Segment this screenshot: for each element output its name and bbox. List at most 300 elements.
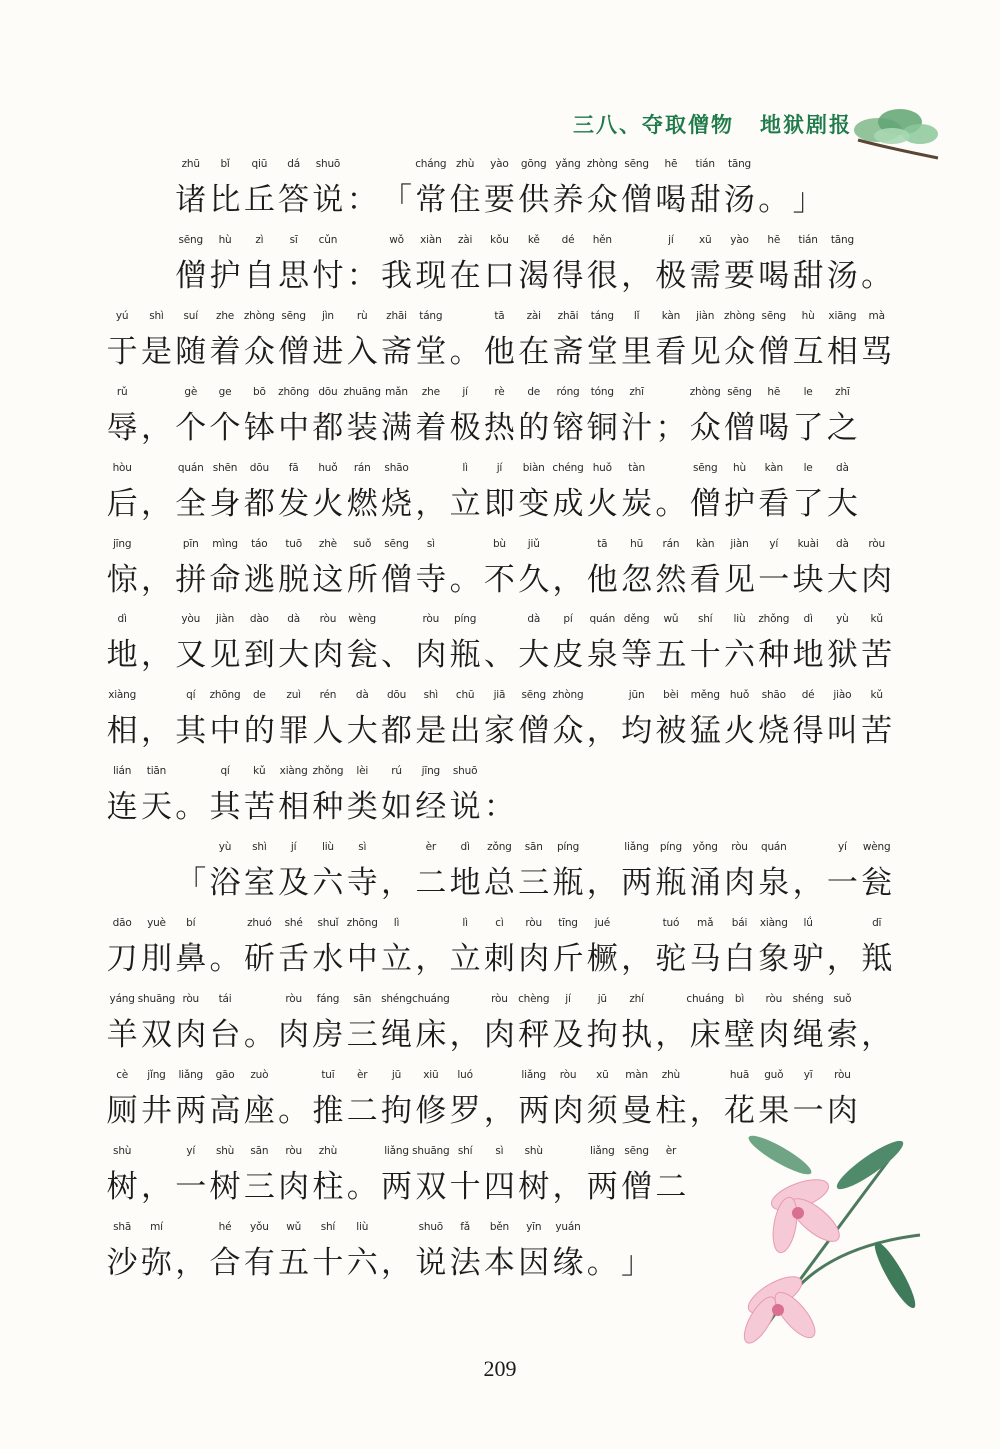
character-cell <box>551 461 585 522</box>
hanzi: 的 <box>518 409 550 446</box>
hanzi: 然 <box>655 561 687 598</box>
hanzi: 树 <box>518 1168 550 1205</box>
hanzi: 火 <box>723 713 755 750</box>
hanzi: 僧 <box>278 333 310 370</box>
hanzi: 一 <box>175 1168 207 1205</box>
hanzi: 地 <box>792 637 824 674</box>
hanzi: 喝 <box>758 257 790 294</box>
hanzi: 众 <box>552 713 584 750</box>
character-cell <box>517 461 551 522</box>
character-cell <box>414 1068 448 1129</box>
hanzi: 很 <box>586 257 618 294</box>
pinyin: bí <box>186 917 196 929</box>
character-cell <box>448 385 482 446</box>
character-cell <box>448 689 482 750</box>
pinyin: jīng <box>112 537 132 550</box>
hanzi: 辱 <box>106 409 138 446</box>
pinyin: jiàn <box>696 309 715 322</box>
pinyin: lǐ <box>633 309 640 322</box>
hanzi: 六 <box>723 637 755 674</box>
hanzi: 苦 <box>861 637 893 674</box>
pinyin: chuáng <box>686 992 725 1005</box>
character-cell <box>379 917 413 977</box>
pinyin: ròu <box>422 613 440 626</box>
pinyin: zhòng <box>724 309 755 322</box>
hanzi: 、 <box>381 637 413 674</box>
character-cell <box>551 158 585 218</box>
hanzi: 树 <box>209 1168 241 1205</box>
character-cell <box>105 1144 139 1205</box>
hanzi: 说 <box>312 182 344 218</box>
character-cell <box>311 765 345 826</box>
hanzi: 均 <box>621 713 653 750</box>
character-cell <box>654 158 688 218</box>
character-cell <box>517 613 551 674</box>
hanzi: 浴 <box>209 865 241 902</box>
character-cell <box>791 158 825 218</box>
text-line <box>105 233 964 294</box>
character-cell <box>139 765 173 826</box>
character-cell <box>345 613 379 674</box>
character-cell <box>482 385 516 446</box>
character-cell <box>379 992 413 1053</box>
hanzi: 象 <box>758 941 790 977</box>
character-cell <box>825 992 859 1053</box>
hanzi: 两 <box>381 1168 413 1205</box>
pinyin: dá <box>287 158 300 170</box>
pinyin: rù <box>356 309 368 322</box>
pinyin: jū <box>391 1068 402 1081</box>
pinyin: èr <box>357 1068 368 1081</box>
pinyin: yí <box>186 1144 196 1157</box>
character-cell <box>791 841 825 902</box>
hanzi: 住 <box>449 182 481 218</box>
pinyin: dōu <box>318 385 338 398</box>
character-cell <box>722 537 756 598</box>
hanzi: 」 <box>621 1244 653 1281</box>
character-cell <box>551 1220 585 1281</box>
character-cell <box>411 992 450 1053</box>
character-cell <box>517 1144 551 1205</box>
hanzi: 需 <box>689 257 721 294</box>
character-cell <box>654 462 688 522</box>
character-cell <box>551 233 585 294</box>
hanzi: ， <box>689 1092 721 1129</box>
hanzi: 肉 <box>861 561 893 598</box>
pinyin: bèi <box>663 689 679 702</box>
hanzi: ， <box>826 941 858 977</box>
pinyin: zhù <box>661 1068 681 1081</box>
character-cell <box>619 309 653 370</box>
hanzi: 大 <box>826 485 858 522</box>
character-cell <box>688 461 722 522</box>
pinyin: yǒng <box>692 841 718 854</box>
pinyin: ròu <box>868 537 885 550</box>
hanzi: 烧 <box>758 713 790 750</box>
character-cell <box>551 841 585 902</box>
pinyin: shuō <box>418 1220 444 1233</box>
pinyin: dà <box>355 689 369 702</box>
text-line <box>105 461 895 522</box>
pinyin: zhe <box>216 309 235 322</box>
character-cell <box>311 1068 345 1129</box>
hanzi: 逃 <box>243 561 275 598</box>
pinyin: rè <box>494 385 505 398</box>
hanzi: 斋 <box>381 333 413 370</box>
pinyin: hē <box>767 385 781 398</box>
character-cell <box>517 689 551 750</box>
pinyin: yú <box>115 309 129 322</box>
character-cell <box>448 765 482 826</box>
pinyin: shuāng <box>412 1144 450 1157</box>
hanzi: ， <box>552 561 584 598</box>
character-cell <box>619 689 653 750</box>
character-cell <box>276 309 310 370</box>
hanzi: 二 <box>655 1168 687 1205</box>
character-cell <box>242 917 276 977</box>
character-cell <box>791 537 825 598</box>
pinyin: zài <box>457 233 473 246</box>
pinyin: zhe <box>421 385 440 398</box>
hanzi: ； <box>655 409 687 446</box>
character-cell <box>379 1068 413 1129</box>
pinyin: hū <box>630 537 644 550</box>
character-cell <box>551 917 585 977</box>
hanzi: 一 <box>826 865 858 902</box>
pinyin: zhāi <box>557 309 579 322</box>
character-cell <box>482 537 516 598</box>
pinyin: jiào <box>833 689 852 702</box>
hanzi: 一 <box>758 561 790 598</box>
character-cell <box>448 613 482 674</box>
character-cell <box>139 613 173 674</box>
character-cell <box>688 689 722 750</box>
hanzi: 沙 <box>106 1244 138 1281</box>
pinyin: pí <box>563 613 573 626</box>
hanzi: 肉 <box>278 1016 310 1053</box>
hanzi: ， <box>655 1016 687 1053</box>
pinyin: biàn <box>522 461 545 474</box>
hanzi: 花 <box>723 1092 755 1129</box>
pinyin: ròu <box>319 613 337 626</box>
hanzi: 诸 <box>175 182 207 218</box>
character-cell <box>860 309 894 370</box>
character-cell <box>860 234 894 294</box>
hanzi: 台 <box>209 1016 241 1053</box>
character-cell <box>242 1220 276 1281</box>
pinyin: huǒ <box>318 461 338 474</box>
hanzi: 。 <box>209 941 241 977</box>
pinyin: hù <box>218 233 232 246</box>
hanzi: 双 <box>140 1016 172 1053</box>
pinyin: lì <box>462 461 468 474</box>
pinyin: dé <box>561 233 575 246</box>
character-cell <box>482 1220 516 1281</box>
character-cell <box>619 1221 653 1281</box>
hanzi: 大 <box>278 637 310 674</box>
hanzi: 僧 <box>175 257 207 294</box>
pinyin: hòu <box>112 461 132 474</box>
pinyin: jūn <box>628 689 645 702</box>
hanzi: 斋 <box>552 333 584 370</box>
hanzi: 白 <box>723 941 755 977</box>
character-cell <box>482 1069 516 1129</box>
hanzi: 众 <box>723 333 755 370</box>
pinyin: rǔ <box>116 385 128 398</box>
pinyin: sì <box>358 841 367 854</box>
character-cell <box>722 233 756 294</box>
pinyin: qí <box>220 765 230 778</box>
hanzi: 连 <box>106 789 138 826</box>
hanzi: 得 <box>792 713 824 750</box>
character-cell <box>139 917 173 977</box>
character-cell <box>414 841 448 902</box>
hanzi: ， <box>586 713 618 750</box>
hanzi: 猛 <box>689 713 721 750</box>
hanzi: 类 <box>346 789 378 826</box>
hanzi: 肉 <box>723 865 755 902</box>
pinyin: dì <box>460 841 470 854</box>
pinyin: jīng <box>421 765 440 778</box>
character-cell <box>311 1220 345 1281</box>
hanzi: 见 <box>209 637 241 674</box>
character-cell <box>311 992 345 1053</box>
hanzi: 喝 <box>758 409 790 446</box>
pinyin: quán <box>177 461 204 474</box>
character-cell <box>482 917 516 977</box>
pinyin: yí <box>838 841 847 854</box>
pinyin: yù <box>218 841 232 854</box>
pinyin: yí <box>769 537 779 550</box>
pinyin: děng <box>623 613 650 626</box>
pinyin: le <box>803 385 813 398</box>
character-cell <box>276 841 310 902</box>
character-cell <box>619 613 653 674</box>
hanzi: 出 <box>449 713 481 750</box>
character-cell <box>722 613 756 674</box>
text-line <box>105 1068 895 1129</box>
pinyin: ròu <box>765 992 783 1005</box>
character-cell <box>551 385 585 446</box>
character-cell <box>825 917 859 977</box>
hanzi: 在 <box>449 257 481 294</box>
pinyin: jí <box>565 992 571 1005</box>
pinyin: zuì <box>286 689 301 702</box>
character-cell <box>448 1220 482 1281</box>
pinyin: dà <box>287 613 300 626</box>
pinyin: zhǒng <box>312 765 344 778</box>
text-line <box>105 309 895 370</box>
pinyin: kàn <box>695 537 715 550</box>
hanzi: 了 <box>792 485 824 522</box>
character-cell <box>242 158 276 218</box>
character-cell <box>276 613 310 674</box>
pinyin: gāo <box>215 1068 235 1081</box>
character-cell <box>825 537 859 598</box>
character-cell <box>448 993 482 1053</box>
character-cell <box>208 1068 242 1129</box>
section-title: 地狱剧报 <box>760 113 852 137</box>
character-cell <box>139 1145 173 1205</box>
hanzi: 炭 <box>621 485 653 522</box>
pinyin: shù <box>215 1144 235 1157</box>
pinyin: dé <box>801 689 815 702</box>
hanzi: 三 <box>518 865 550 902</box>
pinyin: jué <box>594 917 611 929</box>
hanzi: 发 <box>278 485 310 522</box>
pinyin: dōu <box>386 689 407 702</box>
character-cell <box>757 689 791 750</box>
hanzi: 里 <box>621 333 653 370</box>
hanzi: 如 <box>381 789 413 826</box>
character-cell <box>517 309 551 370</box>
hanzi: 。 <box>758 182 790 218</box>
pinyin: liǎng <box>590 1144 615 1157</box>
hanzi: 僧 <box>621 182 653 218</box>
character-cell <box>517 841 551 902</box>
pinyin: zài <box>526 309 541 322</box>
pinyin: zhǒng <box>758 613 790 626</box>
pinyin: chéng <box>552 461 584 474</box>
hanzi: 见 <box>723 561 755 598</box>
character-cell <box>688 309 722 370</box>
pinyin: sēng <box>624 158 649 170</box>
hanzi: 僧 <box>518 713 550 750</box>
pinyin: sēng <box>727 385 752 398</box>
character-cell <box>722 385 756 446</box>
hanzi: 舌 <box>278 941 310 977</box>
hanzi: 得 <box>552 257 584 294</box>
character-cell <box>105 537 139 598</box>
character-cell <box>242 1068 276 1129</box>
text-line <box>105 613 895 674</box>
hanzi: 瓮 <box>346 637 378 674</box>
character-cell <box>619 1068 653 1129</box>
character-cell <box>345 1145 379 1205</box>
character-cell <box>379 613 413 674</box>
pinyin: kǔ <box>870 689 883 702</box>
hanzi: 。 <box>586 1244 618 1281</box>
hanzi: 执 <box>621 1016 653 1053</box>
hanzi: 大 <box>826 561 858 598</box>
hanzi: 肉 <box>483 1016 515 1053</box>
character-cell <box>139 689 173 750</box>
pinyin: tāng <box>727 158 752 170</box>
hanzi: 床 <box>415 1016 447 1053</box>
pinyin: gè <box>184 385 198 398</box>
hanzi: 变 <box>518 485 550 522</box>
character-cell <box>448 841 482 902</box>
hanzi: 说 <box>449 789 481 826</box>
character-cell <box>517 1068 551 1129</box>
hanzi: 自 <box>243 257 275 294</box>
character-cell <box>105 689 139 750</box>
character-cell <box>517 385 551 446</box>
pinyin: jǐng <box>147 1068 166 1081</box>
pinyin: bù <box>492 537 506 550</box>
pinyin: liǎng <box>178 1068 204 1081</box>
character-cell <box>379 309 413 370</box>
character-cell <box>208 1220 242 1281</box>
character-cell <box>276 158 310 218</box>
hanzi: 及 <box>552 1016 584 1053</box>
hanzi: 不 <box>483 561 515 598</box>
pinyin: tóng <box>590 385 614 398</box>
hanzi: 火 <box>586 485 618 522</box>
pinyin: shí <box>457 1144 473 1157</box>
hanzi: ： <box>346 257 378 294</box>
character-cell <box>311 158 345 218</box>
pinyin: liǎng <box>384 1144 409 1157</box>
pinyin: dì <box>117 613 127 626</box>
pinyin: shé <box>284 917 303 929</box>
character-cell <box>345 841 379 902</box>
character-cell <box>860 917 894 977</box>
character-cell <box>517 1220 551 1281</box>
character-cell <box>242 841 276 902</box>
pinyin: xiū <box>423 1068 439 1081</box>
hanzi: 互 <box>792 333 824 370</box>
character-cell <box>174 461 208 522</box>
character-cell <box>517 233 551 294</box>
hanzi: 骂 <box>861 333 893 370</box>
character-cell <box>825 385 859 446</box>
character-cell <box>688 1069 722 1129</box>
hanzi: 个 <box>209 409 241 446</box>
hanzi: 修 <box>415 1092 447 1129</box>
pinyin: mà <box>868 309 885 322</box>
hanzi: 井 <box>140 1092 172 1129</box>
character-cell <box>105 309 139 370</box>
character-cell <box>345 461 379 522</box>
pinyin: suí <box>183 309 198 322</box>
hanzi: 羝 <box>861 941 893 977</box>
hanzi: 立 <box>381 941 413 977</box>
character-cell <box>105 1068 139 1129</box>
character-cell <box>551 1068 585 1129</box>
character-cell <box>174 992 208 1053</box>
pinyin: sēng <box>761 309 787 322</box>
character-cell <box>414 917 448 977</box>
hanzi: 索 <box>826 1016 858 1053</box>
pinyin: hé <box>218 1220 232 1233</box>
character-cell <box>551 538 585 598</box>
hanzi: 肉 <box>758 1016 790 1053</box>
character-cell <box>482 158 516 218</box>
hanzi: 相 <box>106 713 138 750</box>
pinyin: jí <box>496 461 503 474</box>
hanzi: 他 <box>483 333 515 370</box>
hanzi: 肉 <box>312 637 344 674</box>
character-cell <box>825 309 859 370</box>
hanzi: 斤 <box>552 941 584 977</box>
hanzi: 法 <box>449 1244 481 1281</box>
hanzi: 是 <box>415 713 447 750</box>
pinyin: fáng <box>316 992 340 1005</box>
hanzi: 渴 <box>518 257 550 294</box>
character-cell <box>379 461 413 522</box>
character-cell <box>757 613 791 674</box>
character-cell <box>791 233 825 294</box>
pinyin: zhòng <box>689 385 721 398</box>
hanzi: 柱 <box>312 1168 344 1205</box>
character-cell <box>619 537 653 598</box>
hanzi: 进 <box>312 333 344 370</box>
character-cell <box>722 917 756 977</box>
character-cell <box>242 1144 276 1205</box>
pinyin: suǒ <box>353 537 372 550</box>
pinyin: dà <box>527 613 541 626</box>
